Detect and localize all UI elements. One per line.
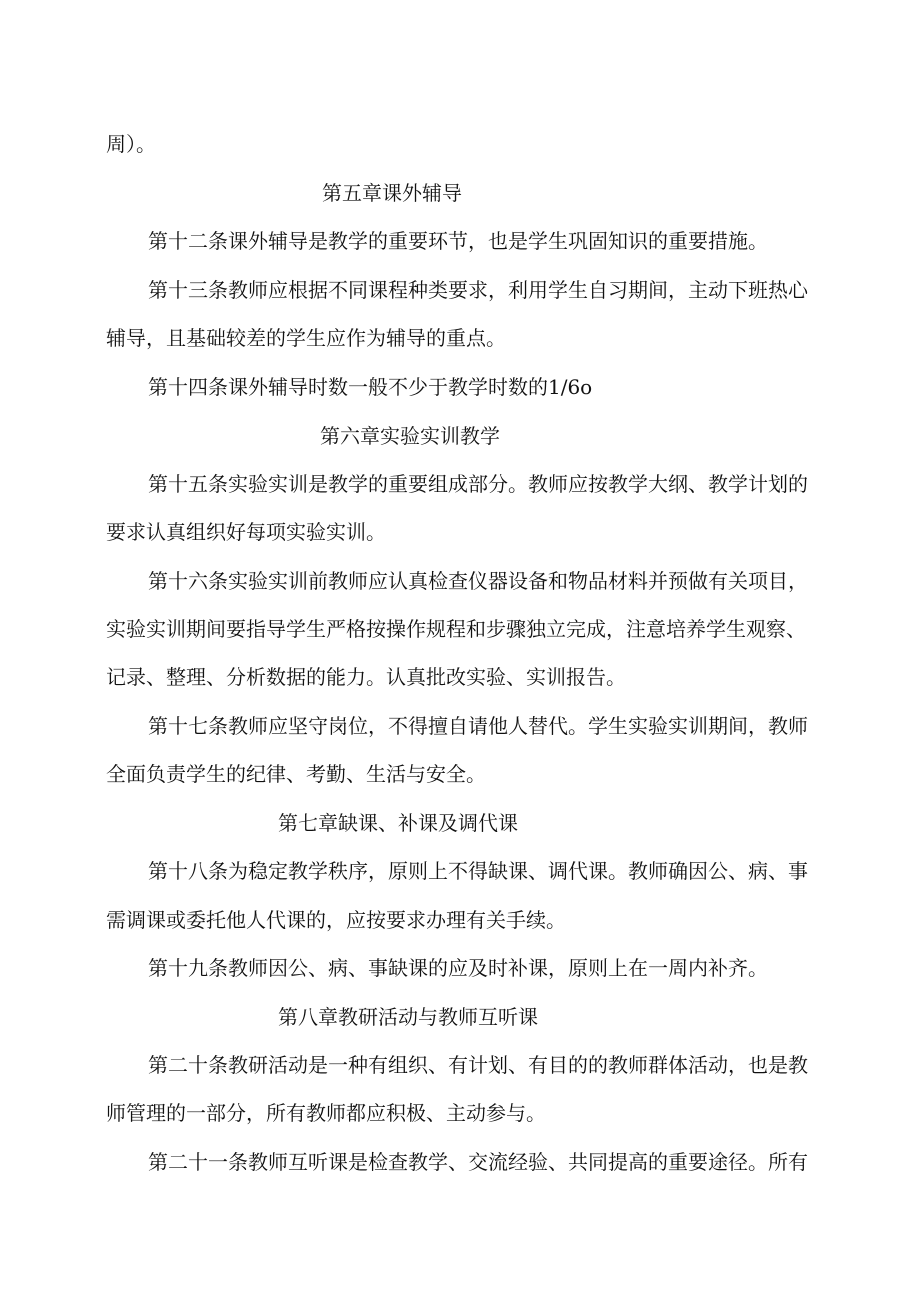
paragraph-line: 第十七条教师应坚守岗位，不得擅自请他人替代。学生实验实训期间，教师 (148, 714, 808, 738)
paragraph-line: 第十五条实验实训是教学的重要组成部分。教师应按教学大纲、教学计划的 (148, 472, 808, 496)
paragraph-line: 需调课或委托他人代课的，应按要求办理有关手续。 (106, 908, 566, 932)
chapter-heading-6: 第六章实验实训教学 (320, 424, 500, 448)
paragraph-line: 记录、整理、分析数据的能力。认真批改实验、实训报告。 (106, 665, 626, 689)
paragraph-line: 实验实训期间要指导学生严格按操作规程和步骤独立完成，注意培养学生观察、 (106, 617, 806, 641)
chapter-heading-8: 第八章教研活动与教师互听课 (278, 1005, 538, 1029)
paragraph-line: 第十九条教师因公、病、事缺课的应及时补课，原则上在一周内补齐。 (148, 956, 768, 980)
paragraph-line: 师管理的一部分，所有教师都应积极、主动参与。 (106, 1101, 546, 1125)
paragraph-line: 辅导，且基础较差的学生应作为辅导的重点。 (106, 326, 506, 350)
paragraph-line: 全面负责学生的纪律、考勤、生活与安全。 (106, 762, 486, 786)
paragraph-line: 第十四条课外辅导时数一般不少于教学时数的1/6o (148, 375, 593, 399)
paragraph-line: 第十六条实验实训前教师应认真检查仪器设备和物品材料并预做有关项目， (148, 569, 808, 593)
text-line: 周）。 (106, 132, 156, 156)
paragraph-line: 第十八条为稳定教学秩序，原则上不得缺课、调代课。教师确因公、病、事 (148, 859, 808, 883)
paragraph-line: 第十三条教师应根据不同课程种类要求，利用学生自习期间，主动下班热心 (148, 278, 808, 302)
paragraph-line: 第二十一条教师互听课是检查教学、交流经验、共同提高的重要途径。所有 (148, 1150, 808, 1174)
paragraph-line: 第二十条教研活动是一种有组织、有计划、有目的的教师群体活动，也是教 (148, 1053, 808, 1077)
paragraph-line: 要求认真组织好每项实验实训。 (106, 520, 386, 544)
paragraph-line: 第十二条课外辅导是教学的重要环节，也是学生巩固知识的重要措施。 (148, 229, 768, 253)
chapter-heading-7: 第七章缺课、补课及调代课 (278, 811, 518, 835)
chapter-heading-5: 第五章课外辅导 (322, 181, 462, 205)
